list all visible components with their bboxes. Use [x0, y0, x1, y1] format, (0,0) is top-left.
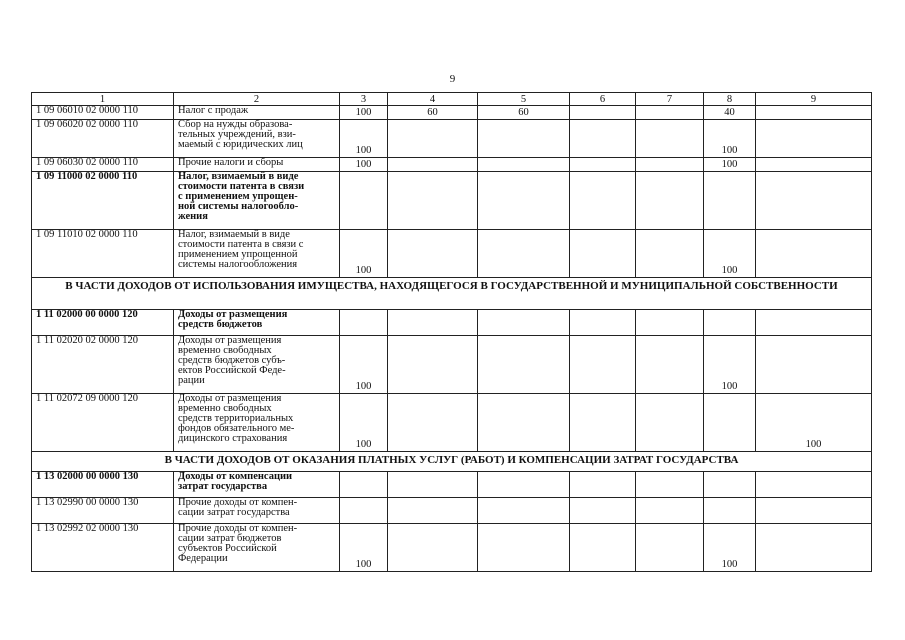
percentage-cell — [636, 172, 704, 230]
revenue-name-line: средств бюджетов — [178, 319, 263, 330]
revenue-name-line: Сбор на нужды образова- — [178, 119, 293, 130]
percentage-cell: 100 — [704, 336, 756, 394]
percentage-cell — [570, 524, 636, 572]
revenue-name-line: ектов Российской Феде- — [178, 365, 286, 376]
budget-code: 1 09 11010 02 0000 110 — [32, 230, 174, 278]
budget-code: 1 11 02072 09 0000 120 — [32, 394, 174, 452]
revenue-name — [174, 310, 340, 336]
percentage-cell — [636, 524, 704, 572]
budget-code: 1 09 06010 02 0000 110 — [32, 106, 174, 120]
percentage-cell — [478, 158, 570, 172]
percentage-cell — [570, 172, 636, 230]
percentage-cell — [636, 394, 704, 452]
percentage-cell — [388, 230, 478, 278]
percentage-cell — [340, 498, 388, 524]
percentage-cell: 100 — [340, 524, 388, 572]
percentage-cell — [478, 472, 570, 498]
revenue-name-line: Федерации — [178, 553, 228, 564]
percentage-cell: 100 — [756, 394, 872, 452]
column-header: 1 — [32, 93, 174, 106]
percentage-cell — [388, 394, 478, 452]
percentage-cell: 100 — [704, 158, 756, 172]
percentage-cell — [340, 472, 388, 498]
revenue-name-line: Налог с продаж — [178, 105, 249, 116]
revenue-name-line: стоимости патента в связи — [178, 181, 305, 192]
percentage-cell — [388, 336, 478, 394]
percentage-cell — [570, 106, 636, 120]
revenue-name — [174, 120, 340, 158]
percentage-cell: 100 — [340, 106, 388, 120]
percentage-cell — [636, 158, 704, 172]
percentage-cell — [636, 498, 704, 524]
revenue-name-line: сации затрат бюджетов — [178, 533, 282, 544]
percentage-cell — [388, 498, 478, 524]
percentage-cell: 100 — [340, 394, 388, 452]
budget-code: 1 13 02000 00 0000 130 — [32, 472, 174, 498]
section-header-row — [32, 278, 872, 310]
percentage-cell — [478, 336, 570, 394]
percentage-cell — [388, 172, 478, 230]
revenue-name-line: стоимости патента в связи с — [178, 239, 304, 250]
percentage-cell — [570, 158, 636, 172]
revenue-name-line: средств территориальных — [178, 413, 294, 424]
percentage-cell — [340, 310, 388, 336]
column-header: 7 — [636, 93, 704, 106]
percentage-cell — [704, 498, 756, 524]
budget-code: 1 09 06020 02 0000 110 — [32, 120, 174, 158]
percentage-cell — [570, 498, 636, 524]
percentage-cell — [570, 230, 636, 278]
percentage-cell — [388, 310, 478, 336]
percentage-cell: 40 — [704, 106, 756, 120]
percentage-cell — [388, 158, 478, 172]
column-header: 9 — [756, 93, 872, 106]
revenue-name — [174, 158, 340, 172]
revenue-name — [174, 172, 340, 230]
table-row — [32, 524, 872, 572]
percentage-cell — [636, 230, 704, 278]
revenue-name — [174, 336, 340, 394]
column-header: 5 — [478, 93, 570, 106]
revenue-name-line: Доходы от размещения — [178, 393, 282, 404]
revenue-name — [174, 524, 340, 572]
revenue-name-line: временно свободных — [178, 403, 272, 414]
revenue-name-line: сации затрат государства — [178, 507, 290, 518]
table-row — [32, 172, 872, 230]
percentage-cell — [756, 524, 872, 572]
revenue-name-line: маемый с юридических лиц — [178, 139, 303, 150]
revenue-name-line: Доходы от компенсации — [178, 471, 293, 482]
table-row — [32, 498, 872, 524]
percentage-cell: 100 — [704, 230, 756, 278]
column-number-row — [32, 93, 872, 106]
revenue-name-line: с применением упрощен- — [178, 191, 298, 202]
revenue-name — [174, 394, 340, 452]
revenue-name — [174, 498, 340, 524]
percentage-cell: 100 — [704, 524, 756, 572]
percentage-cell: 100 — [340, 158, 388, 172]
percentage-cell — [388, 472, 478, 498]
percentage-cell — [478, 394, 570, 452]
revenue-name-line: субъектов Российской — [178, 543, 277, 554]
table-row — [32, 230, 872, 278]
percentage-cell: 60 — [388, 106, 478, 120]
revenue-name-line: Доходы от размещения — [178, 335, 282, 346]
revenue-name-line: Прочие налоги и сборы — [178, 157, 284, 168]
revenue-name-line: жения — [178, 211, 208, 222]
percentage-cell — [570, 310, 636, 336]
column-header: 3 — [340, 93, 388, 106]
percentage-cell — [478, 120, 570, 158]
percentage-cell — [756, 472, 872, 498]
percentage-cell — [756, 310, 872, 336]
budget-code: 1 09 11000 02 0000 110 — [32, 172, 174, 230]
percentage-cell — [756, 158, 872, 172]
section-title: В ЧАСТИ ДОХОДОВ ОТ ИСПОЛЬЗОВАНИЯ ИМУЩЕСТВА, НАХОДЯЩЕГОСЯ В ГОСУДАРСТВЕННОЙ И МУНИЦИПАЛЬНОЙ СОБСТВЕННОСТИ — [32, 278, 872, 310]
section-title: В ЧАСТИ ДОХОДОВ ОТ ОКАЗАНИЯ ПЛАТНЫХ УСЛУГ (РАБОТ) И КОМПЕНСАЦИИ ЗАТРАТ ГОСУДАРСТВА — [32, 452, 872, 472]
percentage-cell — [756, 230, 872, 278]
table-row — [32, 106, 872, 120]
percentage-cell — [478, 524, 570, 572]
revenue-name-line: ной системы налогообло- — [178, 201, 299, 212]
revenue-name-line: затрат государства — [178, 481, 268, 492]
revenue-name-line: Налог, взимаемый в виде — [178, 229, 290, 240]
table-row — [32, 120, 872, 158]
percentage-cell — [704, 310, 756, 336]
percentage-cell: 100 — [340, 230, 388, 278]
column-header: 8 — [704, 93, 756, 106]
table-body — [32, 106, 872, 572]
revenue-name-line: временно свободных — [178, 345, 272, 356]
percentage-cell — [704, 172, 756, 230]
table-row — [32, 336, 872, 394]
percentage-cell: 100 — [704, 120, 756, 158]
percentage-cell — [478, 172, 570, 230]
percentage-cell — [570, 120, 636, 158]
percentage-cell: 100 — [340, 120, 388, 158]
revenue-name-line: Доходы от размещения — [178, 309, 288, 320]
budget-distribution-table — [31, 92, 872, 572]
percentage-cell — [636, 336, 704, 394]
percentage-cell — [636, 106, 704, 120]
revenue-name-line: Прочие доходы от компен- — [178, 497, 298, 508]
revenue-name-line: средств бюджетов субъ- — [178, 355, 286, 366]
budget-code: 1 13 02990 00 0000 130 — [32, 498, 174, 524]
percentage-cell — [570, 394, 636, 452]
section-header-row — [32, 452, 872, 472]
table-row — [32, 394, 872, 452]
table-row — [32, 158, 872, 172]
percentage-cell — [388, 120, 478, 158]
percentage-cell — [388, 524, 478, 572]
table-row — [32, 472, 872, 498]
revenue-name-line: тельных учреждений, взи- — [178, 129, 296, 140]
column-header: 4 — [388, 93, 478, 106]
percentage-cell: 100 — [340, 336, 388, 394]
revenue-name — [174, 106, 340, 120]
percentage-cell — [636, 310, 704, 336]
budget-code: 1 11 02000 00 0000 120 — [32, 310, 174, 336]
revenue-name — [174, 472, 340, 498]
percentage-cell — [478, 230, 570, 278]
percentage-cell — [756, 106, 872, 120]
budget-code: 1 11 02020 02 0000 120 — [32, 336, 174, 394]
budget-code: 1 09 06030 02 0000 110 — [32, 158, 174, 172]
percentage-cell — [478, 310, 570, 336]
revenue-name-line: Налог, взимаемый в виде — [178, 171, 299, 182]
percentage-cell — [636, 472, 704, 498]
revenue-name-line: применением упрощенной — [178, 249, 298, 260]
column-header: 6 — [570, 93, 636, 106]
percentage-cell — [570, 472, 636, 498]
percentage-cell — [570, 336, 636, 394]
page-number: 9 — [449, 73, 456, 85]
budget-code: 1 13 02992 02 0000 130 — [32, 524, 174, 572]
percentage-cell — [704, 472, 756, 498]
percentage-cell — [636, 120, 704, 158]
revenue-name-line: дицинского страхования — [178, 433, 288, 444]
column-header: 2 — [174, 93, 340, 106]
percentage-cell — [756, 498, 872, 524]
percentage-cell — [478, 498, 570, 524]
revenue-name-line: Прочие доходы от компен- — [178, 523, 298, 534]
percentage-cell: 60 — [478, 106, 570, 120]
percentage-cell — [756, 120, 872, 158]
percentage-cell — [340, 172, 388, 230]
table-row — [32, 310, 872, 336]
revenue-name-line: системы налогообложения — [178, 259, 298, 270]
percentage-cell — [756, 172, 872, 230]
revenue-name — [174, 230, 340, 278]
revenue-name-line: фондов обязательного ме- — [178, 423, 295, 434]
percentage-cell — [756, 336, 872, 394]
percentage-cell — [704, 394, 756, 452]
revenue-name-line: рации — [178, 375, 205, 386]
